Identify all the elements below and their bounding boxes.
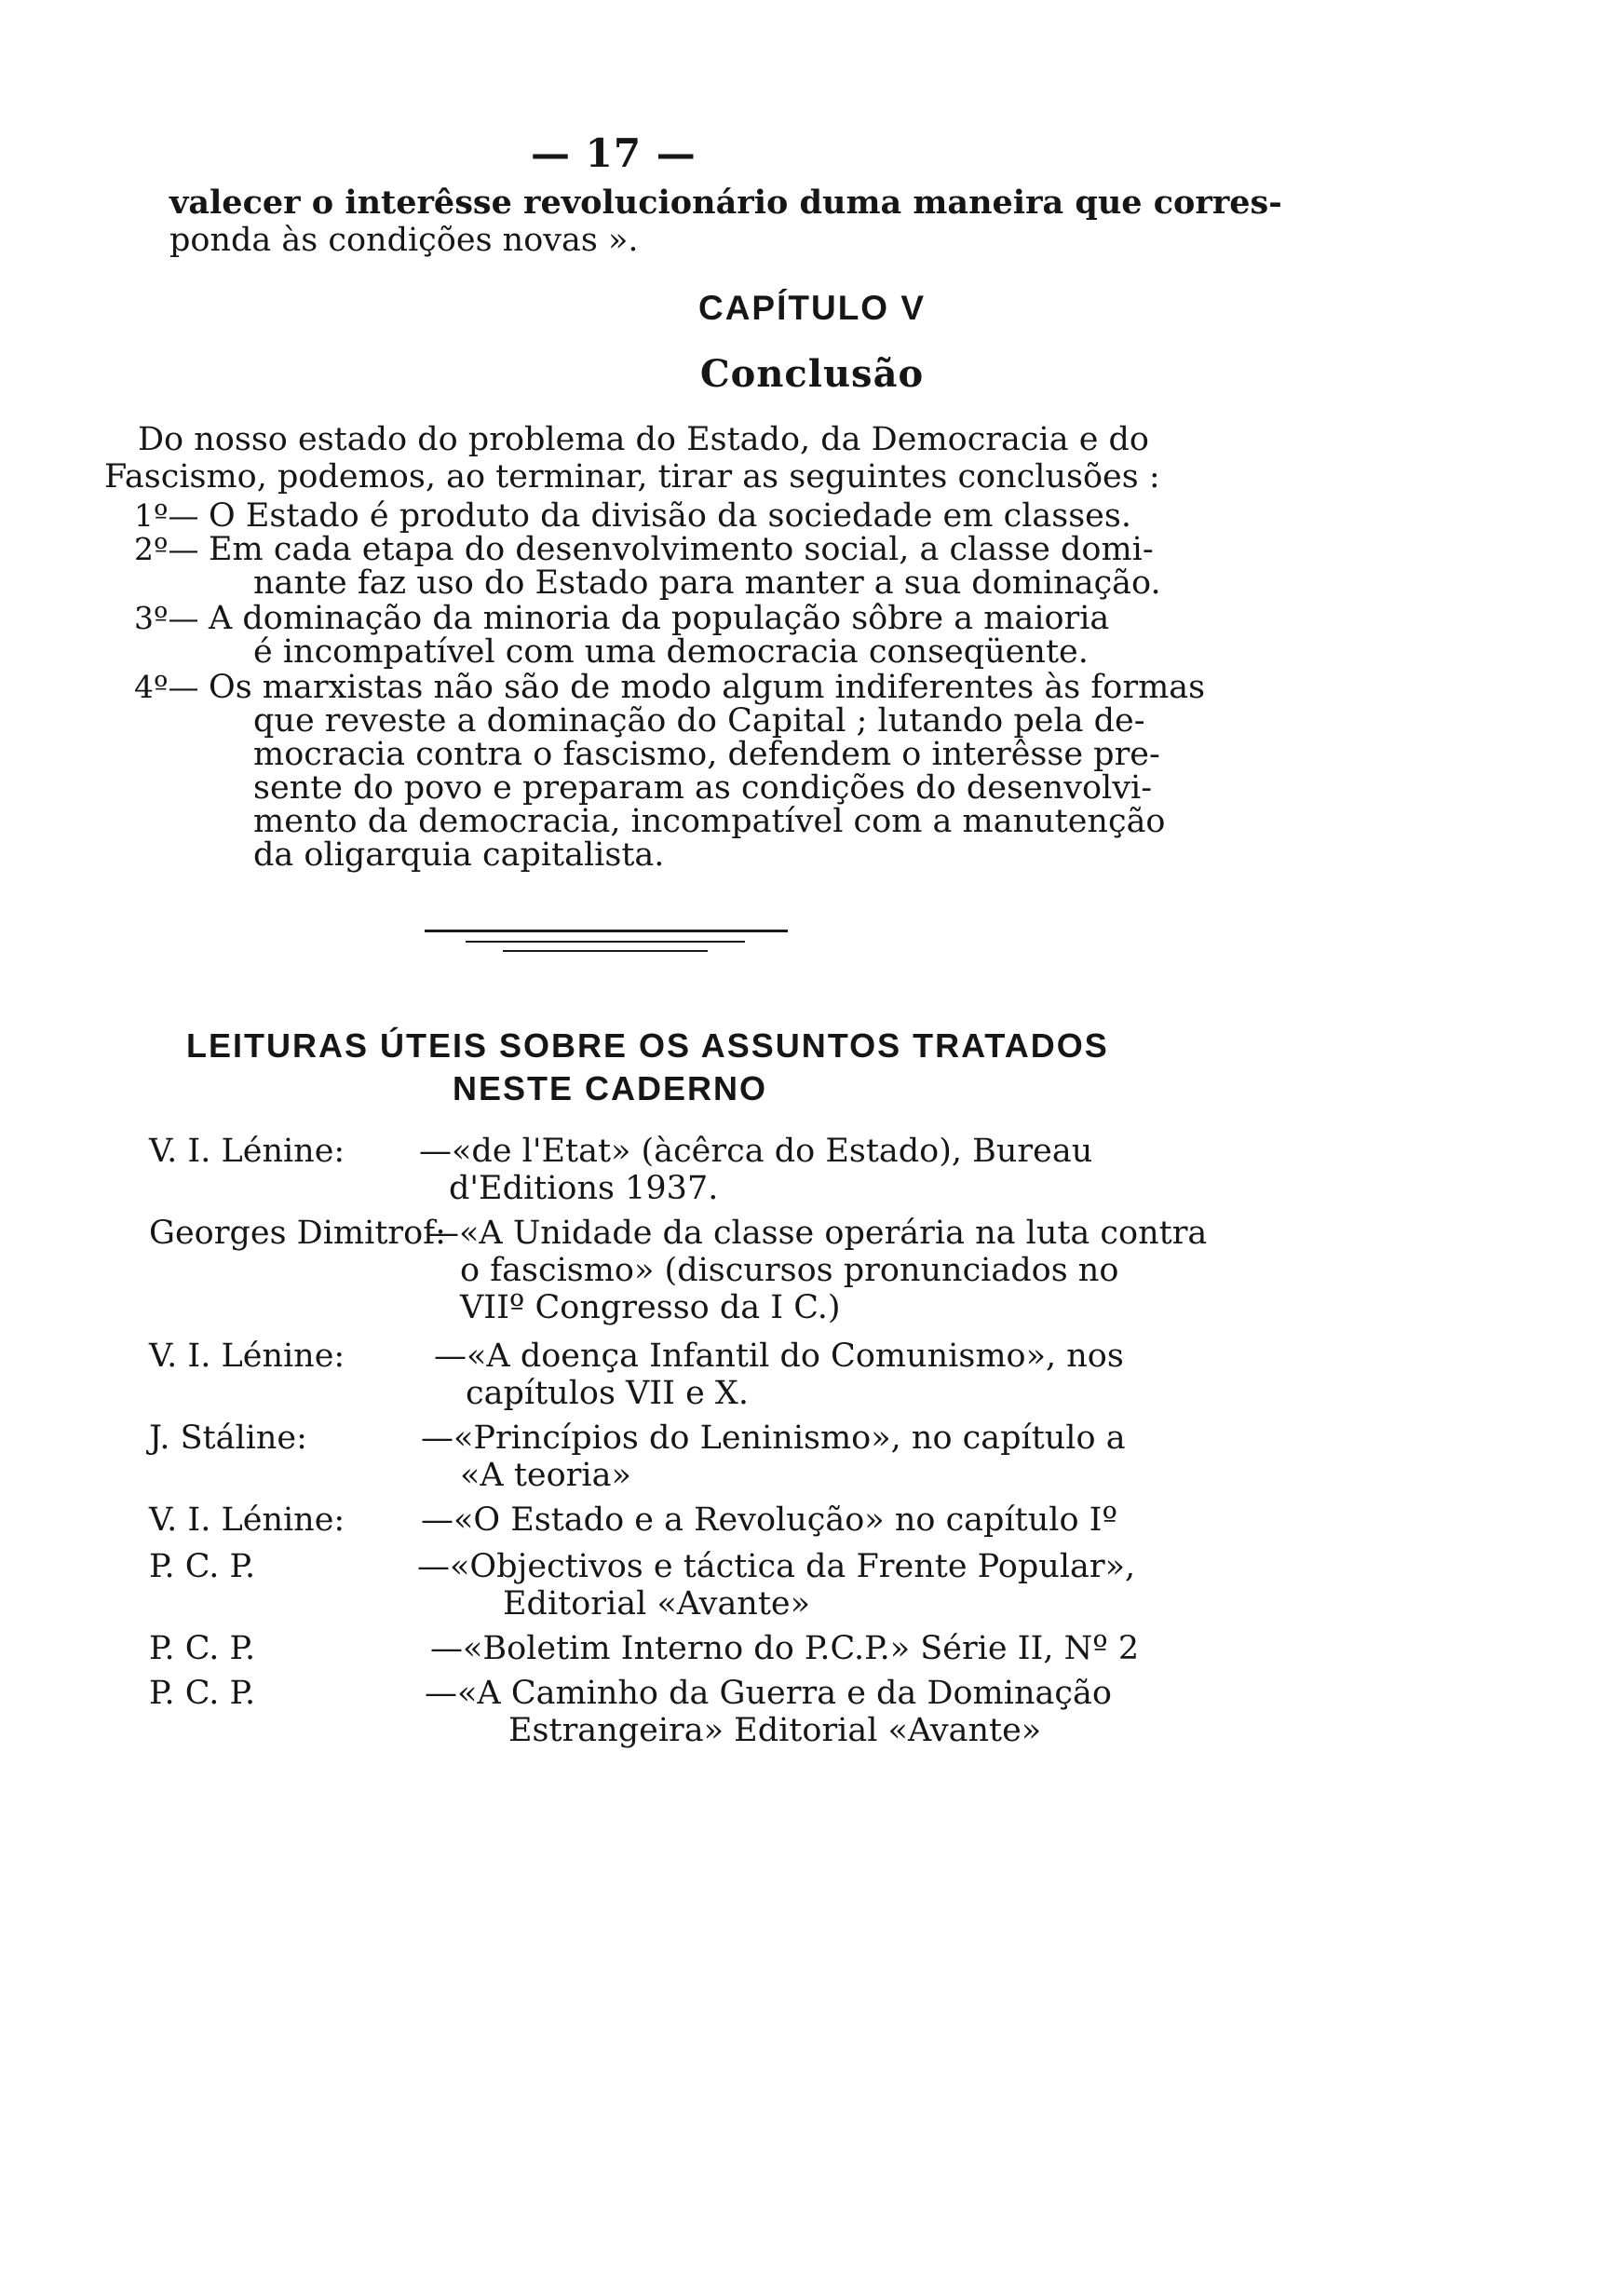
reading-title: —«de l'Etat» (àcêrca do Estado), Bureau — [419, 1133, 1093, 1170]
reading-title: —«A Caminho da Guerra e da Dominação — [425, 1675, 1112, 1712]
conclusion-line: sente do povo e preparam as condições do desenvolvi- — [253, 769, 1153, 807]
reading-title: —«A doença Infantil do Comunismo», nos — [434, 1338, 1124, 1375]
conclusion-line: que reveste a dominação do Capital ; lutando pela de- — [253, 702, 1145, 740]
reading-author: P. C. P. — [149, 1548, 256, 1585]
reading-author: J. Stáline: — [149, 1419, 307, 1457]
reading-title: VIIº Congresso da I C.) — [460, 1289, 841, 1326]
readings-subtitle: NESTE CADERNO — [453, 1069, 768, 1107]
divider-line — [425, 930, 788, 932]
readings-title: LEITURAS ÚTEIS SOBRE OS ASSUNTOS TRATADOS — [186, 1026, 1109, 1065]
conclusion-heading: Conclusão — [699, 352, 925, 396]
page-number: — 17 — — [531, 130, 697, 176]
conclusion-line: é incompatível com uma democracia conseqüente. — [253, 633, 1089, 671]
reading-title: —«Objectivos e táctica da Frente Popular», — [417, 1548, 1136, 1585]
chapter-title: CAPÍTULO V — [697, 289, 927, 327]
conclusion-line: Os marxistas não são de modo algum indiferentes às formas — [209, 669, 1206, 706]
reading-author: V. I. Lénine: — [149, 1133, 345, 1170]
reading-title: —«A Unidade da classe operária na luta contra — [426, 1215, 1208, 1252]
conclusion-line: da oligarquia capitalista. — [253, 836, 665, 874]
reading-title: Editorial «Avante» — [503, 1585, 811, 1623]
conclusion-line: A dominação da minoria da população sôbre a maioria — [209, 600, 1110, 637]
conclusion-line: mento da democracia, incompatível com a manutenção — [253, 803, 1166, 840]
reading-author: V. I. Lénine: — [149, 1338, 345, 1375]
intro-line-2: ponda às condições novas ». — [169, 222, 639, 259]
reading-author: P. C. P. — [149, 1630, 256, 1667]
conclusion-line: Em cada etapa do desenvolvimento social, a classe domi- — [209, 531, 1154, 568]
divider-line — [503, 950, 708, 952]
reading-title: o fascismo» (discursos pronunciados no — [460, 1252, 1119, 1289]
reading-author: V. I. Lénine: — [149, 1501, 345, 1539]
reading-title: Estrangeira» Editorial «Avante» — [508, 1712, 1042, 1749]
reading-title: —«O Estado e a Revolução» no capítulo Iº — [421, 1501, 1117, 1539]
paragraph-line-2: Fascismo, podemos, ao terminar, tirar as seguintes conclusões : — [104, 458, 1160, 496]
reading-title: «A teoria» — [460, 1457, 631, 1494]
reading-author: Georges Dimitrof: — [149, 1215, 446, 1252]
reading-title: —«Boletim Interno do P.C.P.» Série II, Nº 2 — [430, 1630, 1140, 1667]
conclusion-number: 4º— — [134, 669, 199, 705]
divider-line — [466, 941, 745, 943]
conclusion-number: 2º— — [134, 531, 199, 567]
paragraph-line-1: Do nosso estado do problema do Estado, da Democracia e do — [138, 421, 1150, 458]
conclusion-number: 1º— — [134, 497, 199, 534]
conclusion-line: O Estado é produto da divisão da sociedade em classes. — [209, 497, 1131, 535]
conclusion-line: nante faz uso do Estado para manter a sua dominação. — [253, 564, 1161, 602]
conclusion-number: 3º— — [134, 600, 199, 636]
reading-title: —«Princípios do Leninismo», no capítulo a — [421, 1419, 1126, 1457]
conclusion-line: mocracia contra o fascismo, defendem o interêsse pre- — [253, 736, 1160, 773]
intro-line-1: valecer o interêsse revolucionário duma maneira que corres- — [169, 183, 1282, 222]
reading-title: d'Editions 1937. — [449, 1170, 719, 1207]
reading-author: P. C. P. — [149, 1675, 256, 1712]
reading-title: capítulos VII e X. — [466, 1375, 749, 1412]
